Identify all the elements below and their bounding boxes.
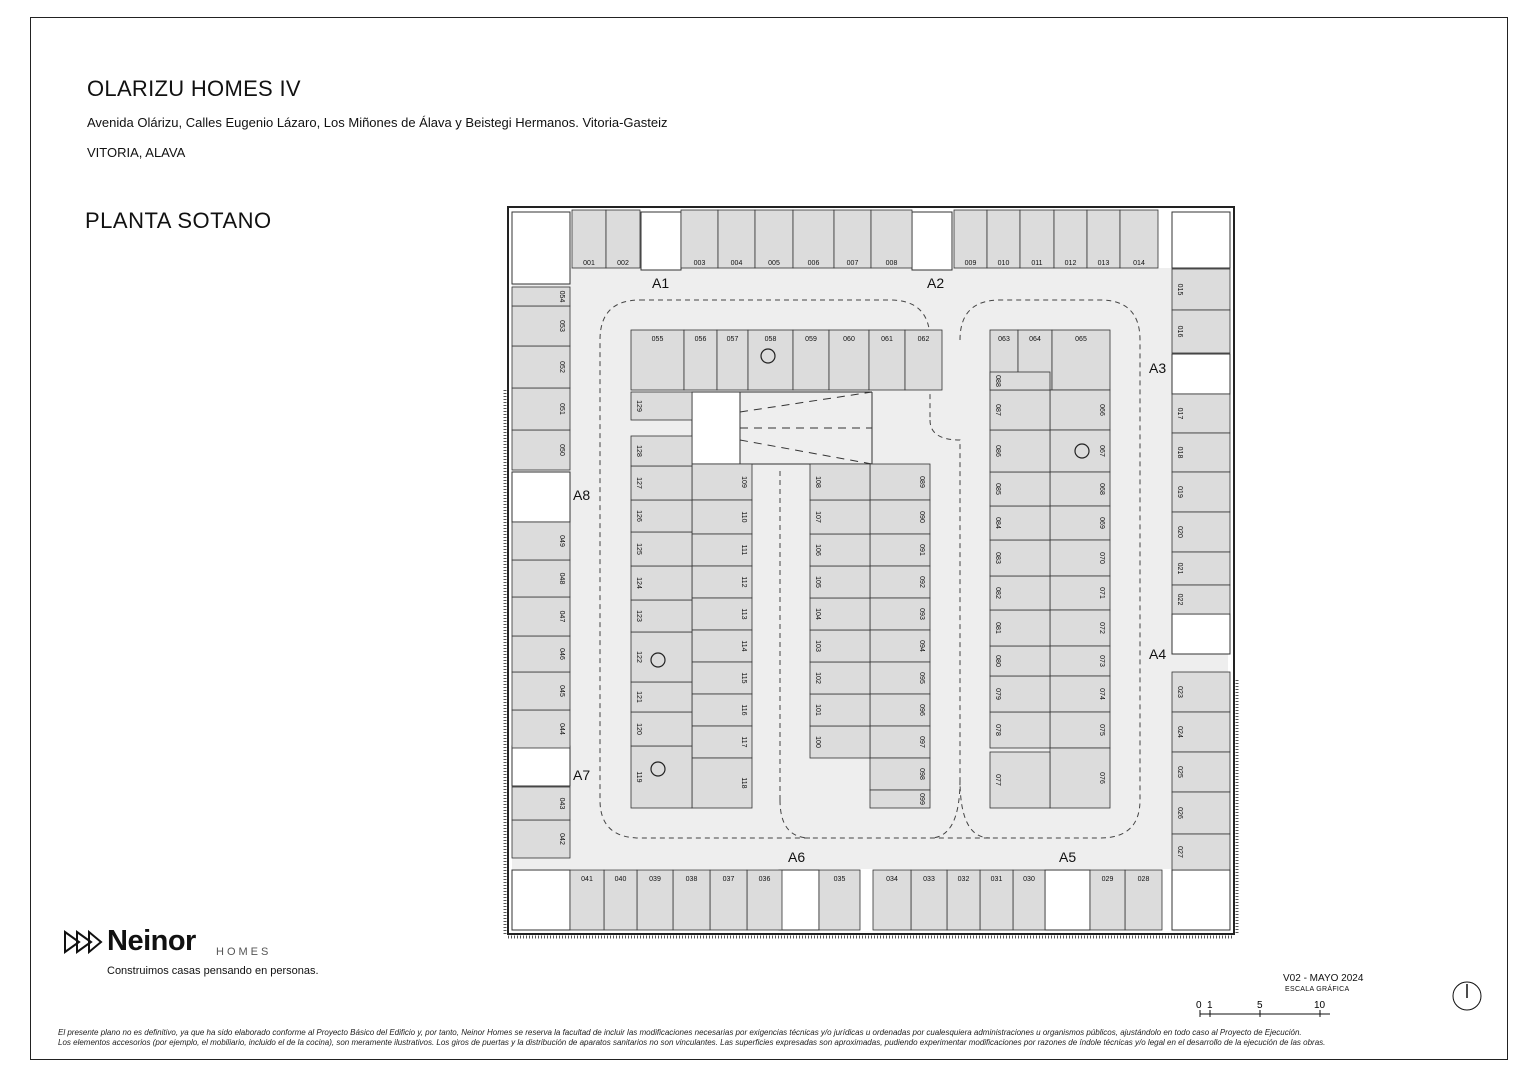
parking-space <box>692 694 752 726</box>
parking-space-number: 061 <box>881 336 893 343</box>
parking-space-number: 024 <box>1176 726 1183 738</box>
parking-space-number: 097 <box>918 736 925 748</box>
parking-space-number: 012 <box>1064 260 1077 267</box>
parking-space-number: 068 <box>1098 483 1105 495</box>
parking-space-number: 112 <box>740 576 747 588</box>
scale-label: ESCALA GRÁFICA <box>1285 986 1350 993</box>
parking-space-number: 066 <box>1098 404 1105 416</box>
brand-sub: HOMES <box>216 946 272 958</box>
parking-space <box>1172 310 1230 353</box>
parking-space <box>512 522 570 560</box>
parking-space <box>990 372 1050 390</box>
parking-space <box>870 790 930 808</box>
parking-space <box>1090 870 1125 930</box>
parking-space-number: 084 <box>994 517 1001 529</box>
corner-room-tr <box>1172 212 1230 268</box>
parking-space-number: 125 <box>635 543 642 555</box>
access-label: A3 <box>1149 360 1167 376</box>
parking-space-number: 038 <box>685 876 698 883</box>
parking-space-number: 035 <box>833 876 846 883</box>
parking-space-number: 121 <box>635 691 642 703</box>
parking-space-number: 006 <box>807 260 820 267</box>
floor-name: PLANTA SOTANO <box>85 208 272 233</box>
disclaimer <box>58 1028 1488 1048</box>
parking-space-number: 034 <box>886 876 898 883</box>
parking-space-number: 004 <box>730 260 743 267</box>
parking-space-number: 072 <box>1098 622 1105 634</box>
parking-space <box>990 576 1050 610</box>
core-a7 <box>512 746 570 786</box>
parking-space <box>870 662 930 694</box>
parking-space <box>954 210 987 268</box>
access-label: A4 <box>1149 646 1167 662</box>
parking-space <box>748 330 793 390</box>
parking-space-number: 028 <box>1137 876 1150 883</box>
ramp <box>692 392 740 464</box>
parking-space-number: 067 <box>1098 445 1105 457</box>
core-a5 <box>1045 870 1090 930</box>
parking-space-number: 032 <box>957 876 970 883</box>
parking-space-number: 116 <box>740 704 747 716</box>
parking-space-number: 111 <box>740 544 747 556</box>
parking-space <box>1020 210 1054 268</box>
parking-space-number: 095 <box>918 672 925 684</box>
parking-space-number: 026 <box>1176 807 1183 819</box>
parking-space <box>606 210 640 268</box>
parking-space <box>1052 330 1110 390</box>
parking-space-number: 128 <box>635 445 642 457</box>
parking-space-number: 091 <box>918 544 925 556</box>
parking-space-number: 104 <box>814 608 821 620</box>
parking-space-number: 055 <box>651 336 664 343</box>
parking-space-number: 094 <box>918 640 925 652</box>
parking-space <box>869 330 905 390</box>
parking-space <box>871 210 912 268</box>
project-city: VITORIA, ALAVA <box>87 145 186 160</box>
parking-space-number: 001 <box>583 260 595 267</box>
parking-space <box>570 870 604 930</box>
parking-space <box>692 662 752 694</box>
parking-space <box>512 430 570 470</box>
parking-space <box>911 870 947 930</box>
parking-space-number: 022 <box>1176 593 1183 606</box>
parking-space <box>987 210 1020 268</box>
parking-space <box>512 597 570 636</box>
corner-room-tl <box>512 212 570 284</box>
parking-space <box>692 598 752 630</box>
parking-space-number: 064 <box>1029 336 1041 343</box>
parking-space-number: 113 <box>740 608 747 620</box>
parking-space <box>512 287 570 306</box>
parking-space-number: 029 <box>1101 876 1114 883</box>
parking-space <box>512 306 570 346</box>
parking-space <box>990 610 1050 646</box>
parking-space-number: 031 <box>990 876 1003 883</box>
parking-space <box>692 534 752 566</box>
parking-space <box>572 210 606 268</box>
parking-space <box>793 210 834 268</box>
parking-space <box>834 210 871 268</box>
parking-space-number: 070 <box>1098 552 1105 564</box>
parking-space <box>1172 834 1230 870</box>
parking-space-number: 107 <box>814 511 821 523</box>
disclaimer-line-1: El presente plano no es definitivo, ya que ha sido elaborado conforme al Proyecto Básico del Edificio y, por tanto, Neinor Homes se reserva la facultad de incluir las modificaciones necesarias por exigencias técnicas y/o jurídicas u ordenadas por cualesquiera administraciones u organismos públicos, ajustándolo en todo caso al Proyecto de Ejecución. <box>58 1028 1302 1037</box>
parking-space-number: 101 <box>814 704 821 716</box>
scale-tick: 10 <box>1314 1000 1326 1011</box>
parking-space-number: 027 <box>1176 846 1183 858</box>
parking-space <box>1172 394 1230 433</box>
parking-space-number: 096 <box>918 704 925 716</box>
parking-space <box>990 752 1050 808</box>
core-a6 <box>779 870 819 930</box>
parking-space <box>631 712 692 746</box>
parking-space <box>718 210 755 268</box>
parking-space <box>1172 512 1230 552</box>
parking-space <box>990 430 1050 472</box>
parking-space-number: 011 <box>1031 260 1043 267</box>
parking-space-number: 023 <box>1176 686 1183 698</box>
core-a2 <box>912 212 952 270</box>
parking-space-number: 127 <box>635 477 642 489</box>
parking-space-number: 030 <box>1023 876 1035 883</box>
parking-space <box>631 500 692 532</box>
north-arrow-icon <box>1451 980 1483 1012</box>
parking-space <box>631 330 684 390</box>
parking-space-number: 059 <box>805 336 817 343</box>
parking-space-number: 014 <box>1133 260 1145 267</box>
parking-space <box>512 672 570 710</box>
parking-space-number: 009 <box>964 260 977 267</box>
parking-space-number: 109 <box>740 476 747 488</box>
parking-space-number: 025 <box>1176 766 1183 778</box>
parking-space <box>717 330 748 390</box>
parking-space <box>870 694 930 726</box>
parking-space-number: 002 <box>617 260 629 267</box>
disclaimer-line-2: Los elementos accesorios (por ejemplo, el mobiliario, incluido el de la cocina), son meramente ilustrativos. Los giros de puertas y la distribución de aparatos sanitarios no son vinculantes. Las superficies expresadas son aproximadas, pudiendo experimentar modificaciones por razones de índole técnicas y/o legal en el desarrollo de la ejecución de las obras. <box>58 1038 1326 1047</box>
parking-space-number: 056 <box>694 336 707 343</box>
parking-space-number: 103 <box>814 640 821 652</box>
parking-space <box>870 598 930 630</box>
parking-space <box>870 464 930 500</box>
parking-space <box>710 870 747 930</box>
parking-space <box>1172 672 1230 712</box>
parking-space <box>631 392 692 420</box>
parking-space-number: 005 <box>768 260 780 267</box>
parking-space <box>1050 540 1110 576</box>
parking-space-number: 108 <box>814 476 821 488</box>
core-a8 <box>512 472 570 522</box>
parking-space-number: 018 <box>1176 446 1183 459</box>
parking-space <box>870 500 930 534</box>
parking-space <box>793 330 829 390</box>
parking-space <box>631 566 692 600</box>
parking-space <box>990 540 1050 576</box>
parking-space <box>1172 752 1230 792</box>
parking-space <box>673 870 710 930</box>
parking-space <box>810 534 870 566</box>
parking-space <box>1054 210 1087 268</box>
access-label: A7 <box>573 767 591 783</box>
parking-space-number: 051 <box>558 403 565 415</box>
parking-space-number: 120 <box>635 723 642 735</box>
parking-space <box>1087 210 1120 268</box>
parking-space <box>631 532 692 566</box>
parking-space <box>870 726 930 758</box>
parking-space-number: 044 <box>558 723 565 735</box>
version-label: V02 - MAYO 2024 <box>1283 973 1364 984</box>
parking-space-number: 063 <box>998 336 1010 343</box>
parking-space <box>990 390 1050 430</box>
parking-space-number: 008 <box>885 260 898 267</box>
parking-space-number: 033 <box>923 876 935 883</box>
parking-space <box>810 694 870 726</box>
parking-space <box>990 712 1050 748</box>
parking-space-number: 117 <box>740 736 747 748</box>
brand-tagline: Construimos casas pensando en personas. <box>107 965 319 977</box>
parking-space-number: 057 <box>726 336 739 343</box>
parking-space-number: 042 <box>558 833 565 845</box>
neinor-logo-icon <box>63 928 103 956</box>
parking-space-number: 092 <box>918 576 925 588</box>
parking-space <box>692 464 752 500</box>
core-a4 <box>1172 614 1230 654</box>
parking-space-number: 083 <box>994 552 1001 564</box>
parking-space <box>870 758 930 790</box>
parking-space <box>810 598 870 630</box>
parking-space <box>810 630 870 662</box>
parking-space-number: 052 <box>558 361 565 373</box>
parking-space <box>512 820 570 858</box>
parking-space-number: 003 <box>693 260 706 267</box>
parking-space-number: 071 <box>1098 587 1105 599</box>
project-address: Avenida Olárizu, Calles Eugenio Lázaro, Los Miñones de Álava y Beistegi Hermanos. Vitoria-Gasteiz <box>87 115 668 130</box>
corner-room-br <box>1172 870 1230 930</box>
parking-space-number: 037 <box>722 876 735 883</box>
parking-space-number: 122 <box>635 651 642 663</box>
parking-space-number: 129 <box>635 400 642 412</box>
parking-space-number: 050 <box>558 444 565 456</box>
parking-space-number: 074 <box>1098 688 1105 700</box>
brand-name: Neinor <box>107 925 196 957</box>
parking-space-number: 036 <box>758 876 771 883</box>
parking-space <box>681 210 718 268</box>
parking-space-number: 016 <box>1176 325 1183 338</box>
parking-space <box>1125 870 1162 930</box>
parking-space-number: 085 <box>994 483 1001 495</box>
parking-space <box>1050 610 1110 646</box>
parking-space-number: 086 <box>994 445 1001 457</box>
parking-space-number: 054 <box>558 290 565 303</box>
parking-space <box>873 870 911 930</box>
parking-space <box>810 500 870 534</box>
parking-space <box>1050 390 1110 430</box>
parking-space-number: 053 <box>558 320 565 332</box>
parking-space <box>870 630 930 662</box>
graphic-scale <box>1190 995 1340 1019</box>
parking-space-number: 087 <box>994 404 1001 416</box>
parking-space-number: 088 <box>994 375 1001 387</box>
parking-space-number: 020 <box>1176 526 1183 538</box>
access-label: A5 <box>1059 849 1077 865</box>
scale-tick: 0 <box>1196 1000 1202 1011</box>
parking-space <box>512 636 570 672</box>
parking-space-number: 040 <box>614 876 627 883</box>
parking-space-number: 049 <box>558 535 565 547</box>
access-label: A2 <box>927 275 945 291</box>
parking-space-number: 076 <box>1098 772 1105 784</box>
parking-space <box>1050 430 1110 472</box>
parking-space <box>1172 712 1230 752</box>
parking-space-number: 075 <box>1098 724 1105 736</box>
parking-space-number: 078 <box>994 724 1001 736</box>
parking-space-number: 115 <box>740 672 747 684</box>
parking-space-number: 058 <box>764 336 777 343</box>
core-a1 <box>641 212 681 270</box>
parking-space <box>810 566 870 598</box>
parking-space <box>512 560 570 597</box>
parking-space-number: 019 <box>1176 486 1183 498</box>
parking-space-number: 080 <box>994 655 1001 667</box>
parking-space-number: 013 <box>1097 260 1110 267</box>
parking-space-number: 098 <box>918 768 925 780</box>
parking-space <box>990 676 1050 712</box>
parking-space <box>631 466 692 500</box>
parking-space <box>810 726 870 758</box>
parking-space <box>512 346 570 388</box>
parking-space <box>1172 433 1230 472</box>
parking-space <box>1050 472 1110 506</box>
parking-space <box>1050 576 1110 610</box>
parking-space <box>692 566 752 598</box>
parking-space <box>692 726 752 758</box>
parking-space <box>631 436 692 466</box>
parking-space-number: 114 <box>740 640 747 652</box>
parking-space <box>990 472 1050 506</box>
parking-space <box>512 388 570 430</box>
scale-tick: 5 <box>1257 1000 1263 1011</box>
parking-space-number: 105 <box>814 576 821 588</box>
parking-space <box>1172 269 1230 310</box>
parking-space-number: 045 <box>558 685 565 697</box>
parking-space-number: 089 <box>918 476 925 488</box>
parking-space <box>870 566 930 598</box>
parking-space-number: 062 <box>917 336 930 343</box>
parking-space <box>947 870 980 930</box>
parking-space <box>604 870 637 930</box>
parking-space-number: 123 <box>635 610 642 622</box>
parking-space <box>905 330 942 390</box>
access-label: A8 <box>573 487 591 503</box>
parking-space-number: 048 <box>558 572 565 585</box>
parking-space <box>980 870 1013 930</box>
parking-space <box>512 710 570 748</box>
parking-space-number: 106 <box>814 544 821 556</box>
parking-space <box>631 600 692 632</box>
parking-space <box>692 758 752 808</box>
parking-space-number: 082 <box>994 587 1001 599</box>
parking-space-number: 069 <box>1098 517 1105 529</box>
parking-space <box>1050 748 1110 808</box>
parking-space <box>631 682 692 712</box>
parking-space-number: 077 <box>994 774 1001 786</box>
parking-space-number: 073 <box>1098 655 1105 667</box>
parking-space-number: 081 <box>994 622 1001 634</box>
parking-space-number: 079 <box>994 688 1001 700</box>
parking-space <box>1120 210 1158 268</box>
parking-space <box>1050 506 1110 540</box>
parking-space-number: 090 <box>918 511 925 523</box>
parking-space-number: 046 <box>558 648 565 660</box>
corner-room-bl <box>512 870 570 930</box>
parking-space <box>829 330 869 390</box>
parking-space <box>1172 552 1230 585</box>
parking-space-number: 126 <box>635 510 642 522</box>
parking-space-number: 102 <box>814 672 821 684</box>
parking-space <box>1050 676 1110 712</box>
core-a3 <box>1172 354 1230 394</box>
parking-space <box>819 870 860 930</box>
project-title: OLARIZU HOMES IV <box>87 76 301 101</box>
parking-space <box>631 632 692 682</box>
parking-space-number: 017 <box>1176 407 1183 420</box>
parking-space-number: 065 <box>1075 336 1087 343</box>
parking-space-number: 119 <box>635 771 642 783</box>
parking-space-number: 099 <box>918 793 925 805</box>
parking-space-number: 021 <box>1176 562 1183 575</box>
scale-tick: 1 <box>1207 1000 1213 1011</box>
parking-space <box>990 646 1050 676</box>
parking-space-number: 118 <box>740 777 747 789</box>
parking-space <box>747 870 782 930</box>
parking-space-number: 041 <box>581 876 593 883</box>
parking-space <box>684 330 717 390</box>
parking-space <box>1172 792 1230 834</box>
parking-space <box>1172 585 1230 614</box>
parking-space <box>637 870 673 930</box>
parking-space <box>870 534 930 566</box>
parking-space <box>810 662 870 694</box>
access-label: A6 <box>788 849 806 865</box>
parking-space-number: 015 <box>1176 283 1183 296</box>
parking-space <box>692 630 752 662</box>
parking-space-number: 010 <box>997 260 1010 267</box>
parking-space <box>1050 646 1110 676</box>
parking-space-number: 124 <box>635 577 642 589</box>
parking-space-number: 043 <box>558 797 565 810</box>
parking-space-number: 060 <box>843 336 855 343</box>
parking-space-number: 100 <box>814 736 821 748</box>
parking-space-number: 047 <box>558 610 565 623</box>
parking-space <box>1172 472 1230 512</box>
parking-space <box>1050 712 1110 748</box>
parking-space <box>1013 870 1045 930</box>
parking-space-number: 007 <box>846 260 859 267</box>
parking-space <box>692 500 752 534</box>
parking-space <box>990 506 1050 540</box>
parking-space <box>631 746 692 808</box>
parking-space-number: 039 <box>649 876 661 883</box>
parking-space-number: 093 <box>918 608 925 620</box>
access-label: A1 <box>652 275 670 291</box>
parking-space <box>512 787 570 820</box>
parking-space-number: 110 <box>740 511 747 523</box>
parking-space <box>810 464 870 500</box>
parking-space <box>755 210 793 268</box>
